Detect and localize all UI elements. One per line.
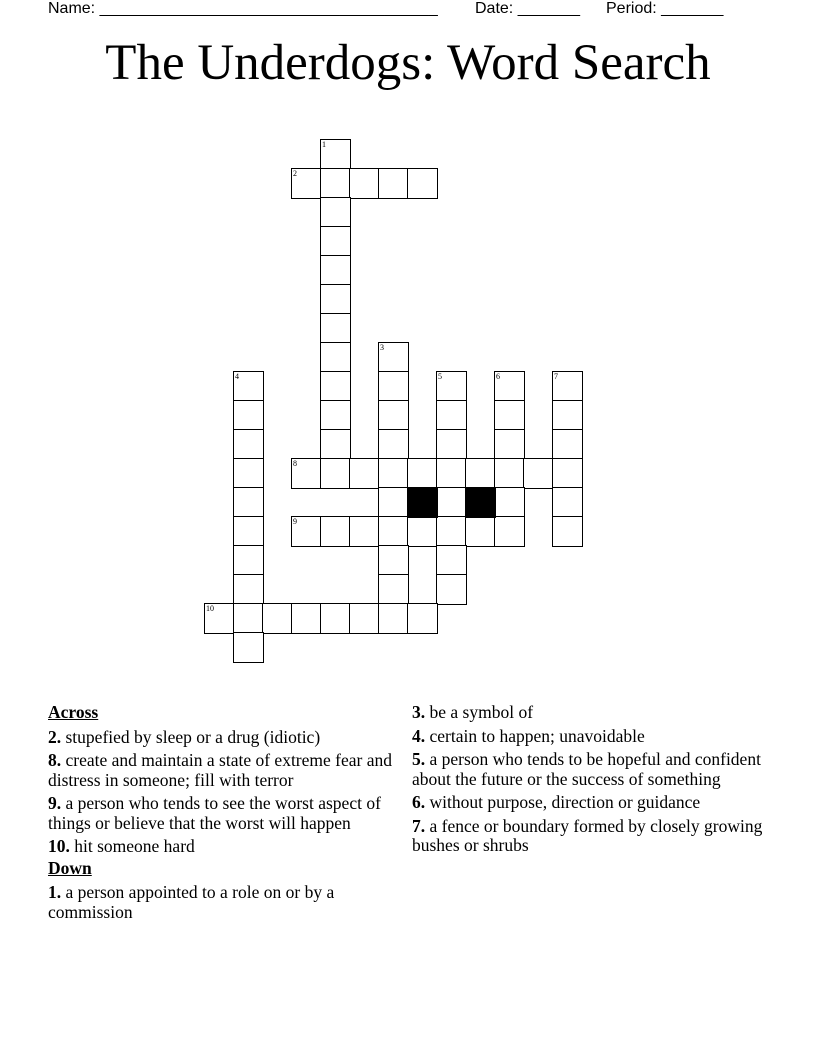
down-heading: Down [48,857,92,878]
clue-number: 7. [412,815,426,836]
clue-text: certain to happen; unavoidable [429,725,645,746]
clue-text: hit someone hard [74,836,195,856]
grid-cell[interactable] [233,458,264,489]
across-clue-list [48,728,408,857]
clue-item [48,751,408,790]
grid-cell[interactable] [233,545,264,576]
grid-cell[interactable] [465,458,496,489]
grid-cell[interactable] [407,168,438,199]
worksheet-header [0,0,816,20]
grid-cell[interactable] [494,429,525,460]
grid-cell[interactable] [552,371,583,402]
grid-cell[interactable] [407,458,438,489]
grid-cell[interactable] [436,400,467,431]
grid-cell[interactable] [320,139,351,170]
period-field: Period: _______ [606,0,724,17]
grid-cell[interactable] [494,487,525,518]
clue-item [412,750,772,789]
grid-cell[interactable] [233,429,264,460]
clue-item [48,728,408,748]
clues-left-column [48,703,408,926]
clue-number-label: 10 [206,604,214,613]
grid-cell[interactable] [233,487,264,518]
grid-cell[interactable] [552,487,583,518]
clue-text: a fence or boundary formed by closely growing bushes or shrubs [412,815,763,855]
clue-number-label: 1 [322,140,326,149]
name-field: Name: ______________________________________ [48,0,438,17]
grid-cell[interactable] [552,400,583,431]
clue-number-label: 2 [293,169,297,178]
grid-cell[interactable] [465,516,496,547]
grid-cell[interactable] [436,429,467,460]
grid-cell[interactable] [407,603,438,634]
grid-cell[interactable] [378,487,409,518]
grid-cell[interactable] [349,603,380,634]
clue-item [412,817,772,856]
down-clue-list [48,883,408,922]
grid-cell[interactable] [262,603,293,634]
grid-cell[interactable] [494,516,525,547]
clue-item [412,703,772,723]
grid-cell[interactable] [378,371,409,402]
grid-cell[interactable] [233,516,264,547]
grid-cell[interactable] [291,458,322,489]
clue-number-label: 6 [496,372,500,381]
grid-cell[interactable] [552,429,583,460]
clue-number: 3. [412,702,426,722]
clue-number: 1. [48,882,62,902]
grid-cell[interactable] [436,487,467,518]
grid-cell[interactable] [320,226,351,257]
clue-number-label: 3 [380,343,384,352]
grid-cell[interactable] [233,400,264,431]
clues-right-column [412,703,772,860]
grid-cell[interactable] [494,371,525,402]
grid-cell[interactable] [378,429,409,460]
down-clue-list-continued [412,703,772,856]
grid-cell[interactable] [523,458,554,489]
grid-cell[interactable] [320,313,351,344]
grid-cell[interactable] [378,342,409,373]
clue-text: create and maintain a state of extreme fear and distress in someone; fill with terror [48,750,392,790]
grid-cell[interactable] [320,429,351,460]
clue-number: 6. [412,792,426,812]
grid-cell[interactable] [436,458,467,489]
clue-number: 10. [48,836,70,856]
grid-cell[interactable] [436,371,467,402]
clue-number: 4. [412,725,426,746]
clue-item [48,837,408,857]
clue-text: a person who tends to be hopeful and confident about the future or the success of something [412,749,761,789]
clue-text: stupefied by sleep or a drug (idiotic) [65,726,321,747]
clue-text: a person who tends to see the worst aspect of things or believe that the worst will happen [48,793,381,833]
grid-cell[interactable] [320,168,351,199]
grid-cell[interactable] [378,516,409,547]
grid-cell[interactable] [378,545,409,576]
clue-number-label: 5 [438,372,442,381]
grid-block-cell [465,487,496,518]
clue-number-label: 8 [293,459,297,468]
grid-cell[interactable] [436,574,467,605]
grid-cell[interactable] [378,603,409,634]
grid-cell[interactable] [407,516,438,547]
clue-number: 9. [48,793,62,813]
clue-number-label: 9 [293,517,297,526]
grid-cell[interactable] [320,255,351,286]
across-heading: Across [48,702,99,722]
grid-cell[interactable] [291,168,322,199]
clue-number-label: 7 [554,372,558,381]
grid-cell[interactable] [378,458,409,489]
grid-cell[interactable] [233,603,264,634]
grid-cell[interactable] [320,603,351,634]
grid-cell[interactable] [233,632,264,663]
grid-cell[interactable] [552,458,583,489]
grid-cell[interactable] [320,400,351,431]
clue-text: be a symbol of [429,702,534,722]
grid-cell[interactable] [291,603,322,634]
grid-cell[interactable] [233,371,264,402]
grid-cell[interactable] [320,458,351,489]
page-title: The Underdogs: Word Search [105,35,711,91]
grid-cell[interactable] [320,197,351,228]
grid-cell[interactable] [494,458,525,489]
grid-cell[interactable] [291,516,322,547]
grid-block-cell [407,487,438,518]
grid-cell[interactable] [494,400,525,431]
clue-number: 8. [48,750,62,770]
grid-cell[interactable] [320,284,351,315]
grid-cell[interactable] [436,545,467,576]
clue-item [412,727,772,747]
grid-cell[interactable] [320,342,351,373]
grid-cell[interactable] [233,574,264,605]
clue-text: a person appointed to a role on or by a commission [48,882,335,922]
grid-cell[interactable] [436,516,467,547]
clue-item [48,794,408,833]
grid-cell[interactable] [378,168,409,199]
date-field: Date: _______ [475,0,580,17]
grid-cell[interactable] [349,516,380,547]
clue-number-label: 4 [235,372,239,381]
clue-number: 5. [412,749,426,769]
grid-cell[interactable] [320,371,351,402]
grid-cell[interactable] [204,603,235,634]
grid-cell[interactable] [552,516,583,547]
grid-cell[interactable] [349,168,380,199]
grid-cell[interactable] [378,574,409,605]
grid-cell[interactable] [320,516,351,547]
grid-cell[interactable] [349,458,380,489]
clue-number: 2. [48,726,62,747]
clue-item [412,793,772,813]
clue-item [48,883,408,922]
clue-text: without purpose, direction or guidance [429,792,701,812]
grid-cell[interactable] [378,400,409,431]
